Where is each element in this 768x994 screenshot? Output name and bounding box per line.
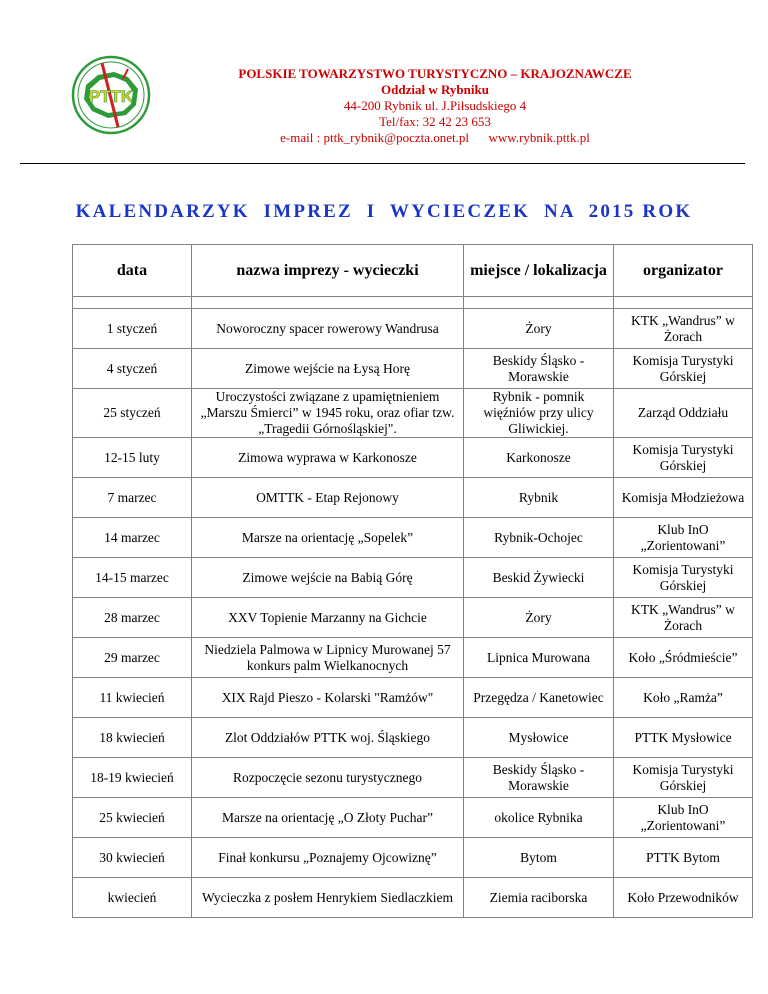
table-row (73, 878, 753, 918)
event-date: 4 styczeń (73, 349, 192, 389)
branch-name: Oddział w Rybniku (381, 82, 489, 97)
table-row (73, 389, 753, 438)
table-row (73, 798, 753, 838)
event-date: 12-15 luty (73, 438, 192, 478)
event-location: Beskidy Śląsko - Morawskie (464, 758, 614, 798)
event-location: Lipnica Murowana (464, 638, 614, 678)
table-row (73, 678, 753, 718)
document-title: KALENDARZYK IMPREZ I WYCIECZEK NA 2015 ROK (75, 201, 693, 222)
organization-header (170, 66, 700, 146)
event-organizer: Koło „Ramża” (614, 678, 753, 718)
event-date: kwiecień (73, 878, 192, 918)
table-header-row (73, 245, 753, 297)
event-name: XXV Topienie Marzanny na Gichcie (192, 598, 464, 638)
event-date: 14-15 marzec (73, 558, 192, 598)
event-name: Zimowe wejście na Babią Górę (192, 558, 464, 598)
event-name: Zimowa wyprawa w Karkonosze (192, 438, 464, 478)
event-name: XIX Rajd Pieszo - Kolarski "Ramżów" (192, 678, 464, 718)
table-row (73, 718, 753, 758)
event-date: 30 kwiecień (73, 838, 192, 878)
event-location: Bytom (464, 838, 614, 878)
table-spacer-row (73, 297, 753, 309)
event-date: 7 marzec (73, 478, 192, 518)
table-row (73, 438, 753, 478)
event-date: 25 styczeń (73, 389, 192, 438)
event-organizer: KTK „Wandrus” w Żorach (614, 309, 753, 349)
event-organizer: KTK „Wandrus” w Żorach (614, 598, 753, 638)
event-name: Marsze na orientację „O Złoty Puchar” (192, 798, 464, 838)
event-name: Zimowe wejście na Łysą Horę (192, 349, 464, 389)
event-date: 29 marzec (73, 638, 192, 678)
event-location: Ziemia raciborska (464, 878, 614, 918)
event-date: 14 marzec (73, 518, 192, 558)
event-organizer: Komisja Turystyki Górskiej (614, 438, 753, 478)
event-organizer: PTTK Bytom (614, 838, 753, 878)
event-location: Żory (464, 598, 614, 638)
event-organizer: Komisja Turystyki Górskiej (614, 758, 753, 798)
svg-text:PTTK: PTTK (88, 87, 134, 106)
event-organizer: PTTK Mysłowice (614, 718, 753, 758)
event-location: Beskidy Śląsko - Morawskie (464, 349, 614, 389)
table-row (73, 838, 753, 878)
pttk-logo (68, 55, 154, 135)
event-date: 18-19 kwiecień (73, 758, 192, 798)
table-row (73, 518, 753, 558)
address: 44-200 Rybnik ul. J.Piłsudskiego 4 (343, 98, 527, 113)
event-name: Uroczystości związane z upamiętnieniem „Marszu Śmierci” w 1945 roku, oraz ofiar tzw. „Tragedii Górnośląskiej". (192, 389, 464, 438)
events-table (72, 244, 753, 918)
event-date: 11 kwiecień (73, 678, 192, 718)
event-location: Rybnik - pomnik więźniów przy ulicy Gliwickiej. (464, 389, 614, 438)
event-organizer: Zarząd Oddziału (614, 389, 753, 438)
event-name: Niedziela Palmowa w Lipnicy Murowanej 57 konkurs palm Wielkanocnych (192, 638, 464, 678)
event-location: Mysłowice (464, 718, 614, 758)
event-date: 1 styczeń (73, 309, 192, 349)
table-row (73, 349, 753, 389)
event-date: 18 kwiecień (73, 718, 192, 758)
event-organizer: Klub InO „Zorientowani” (614, 798, 753, 838)
event-name: Noworoczny spacer rowerowy Wandrusa (192, 309, 464, 349)
phone: Tel/fax: 32 42 23 653 (379, 114, 491, 129)
event-location: Karkonosze (464, 438, 614, 478)
column-header-location: miejsce / lokalizacja (464, 245, 614, 297)
header-divider (20, 163, 745, 164)
event-name: Zlot Oddziałów PTTK woj. Śląskiego (192, 718, 464, 758)
event-organizer: Komisja Turystyki Górskiej (614, 349, 753, 389)
event-name: OMTTK - Etap Rejonowy (192, 478, 464, 518)
event-name: Finał konkursu „Poznajemy Ojcowiznę” (192, 838, 464, 878)
event-name: Wycieczka z posłem Henrykiem Siedlaczkiem (192, 878, 464, 918)
event-location: okolice Rybnika (464, 798, 614, 838)
event-date: 28 marzec (73, 598, 192, 638)
event-location: Rybnik (464, 478, 614, 518)
event-organizer: Klub InO „Zorientowani” (614, 518, 753, 558)
event-organizer: Komisja Turystyki Górskiej (614, 558, 753, 598)
table-row (73, 638, 753, 678)
table-row (73, 758, 753, 798)
event-name: Rozpoczęcie sezonu turystycznego (192, 758, 464, 798)
event-organizer: Komisja Młodzieżowa (614, 478, 753, 518)
event-location: Beskid Żywiecki (464, 558, 614, 598)
column-header-organizer: organizator (614, 245, 753, 297)
table-row (73, 478, 753, 518)
event-date: 25 kwiecień (73, 798, 192, 838)
column-header-date: data (73, 245, 192, 297)
event-location: Żory (464, 309, 614, 349)
event-organizer: Koło „Śródmieście” (614, 638, 753, 678)
table-row (73, 558, 753, 598)
event-organizer: Koło Przewodników (614, 878, 753, 918)
contact-line: e-mail : pttk_rybnik@poczta.onet.pl www.rybnik.pttk.pl (280, 130, 590, 145)
event-name: Marsze na orientację „Sopelek” (192, 518, 464, 558)
column-header-event: nazwa imprezy - wycieczki (192, 245, 464, 297)
organization-name: POLSKIE TOWARZYSTWO TURYSTYCZNO – KRAJOZNAWCZE (238, 66, 632, 81)
event-location: Rybnik-Ochojec (464, 518, 614, 558)
table-row (73, 598, 753, 638)
event-location: Przegędza / Kanetowiec (464, 678, 614, 718)
table-row (73, 309, 753, 349)
